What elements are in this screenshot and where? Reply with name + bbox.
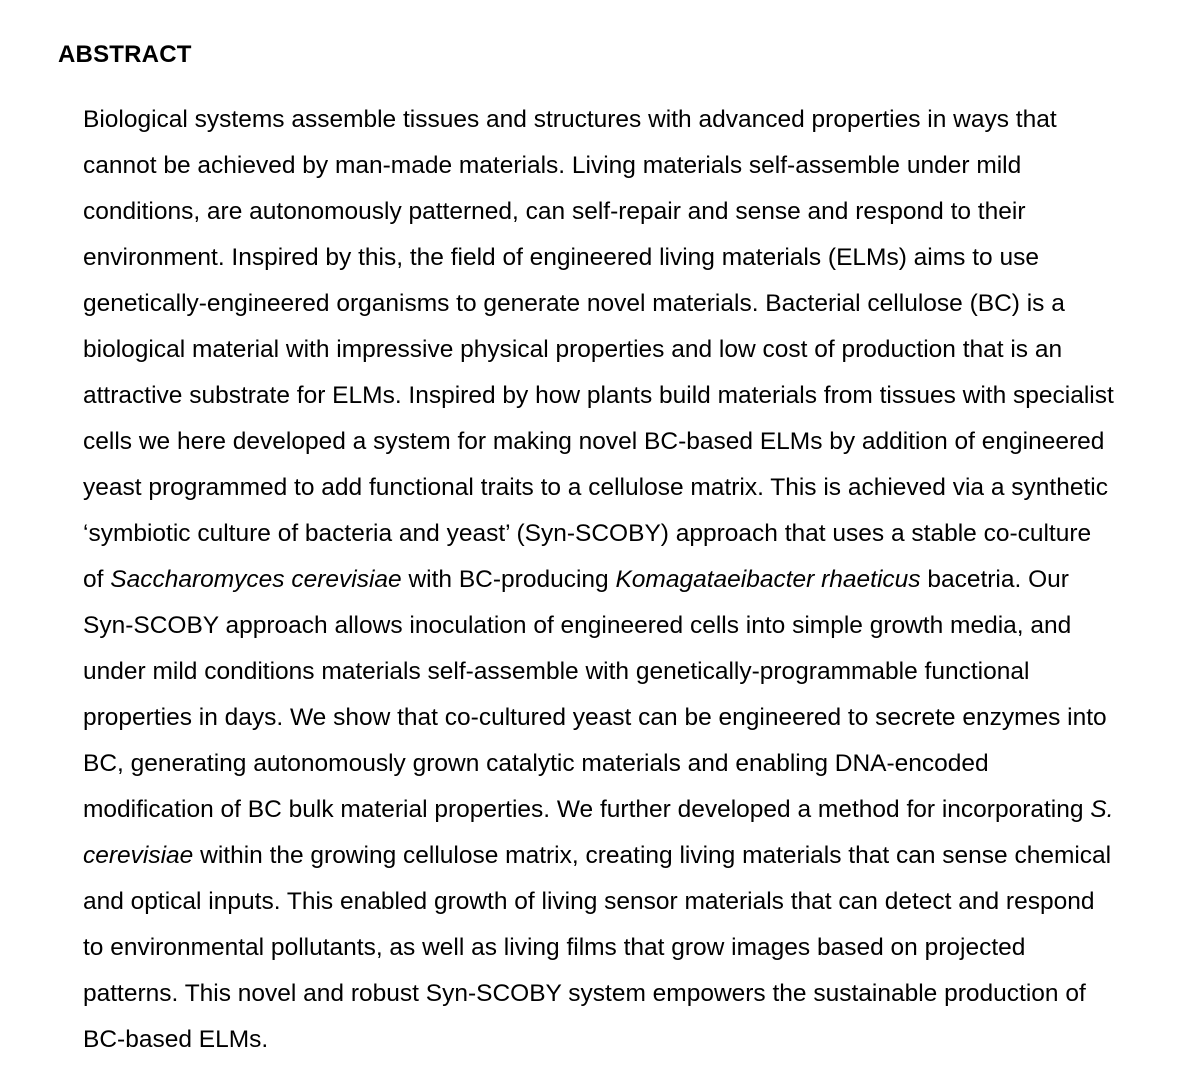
abstract-line-species xyxy=(83,833,1153,879)
abstract-line: biological material with impressive physical properties and low cost of production that is an xyxy=(83,336,1063,363)
abstract-line: to environmental pollutants, as well as living films that grow images based on projected xyxy=(83,934,1026,961)
abstract-body xyxy=(83,97,1153,1063)
abstract-line: patterns. This novel and robust Syn-SCOBY system empowers the sustainable production of xyxy=(83,980,1086,1007)
abstract-line: genetically-engineered organisms to generate novel materials. Bacterial cellulose (BC) is a xyxy=(83,290,1065,317)
abstract-line: under mild conditions materials self-assemble with genetically-programmable functional xyxy=(83,658,1030,685)
abstract-line: attractive substrate for ELMs. Inspired by how plants build materials from tissues with specialist xyxy=(83,382,1114,409)
abstract-line: BC-based ELMs. xyxy=(83,1026,269,1053)
species-name-abbrev: S. xyxy=(1090,796,1114,823)
abstract-text: bacetria. Our xyxy=(920,566,1069,593)
abstract-text: within the growing cellulose matrix, creating living materials that can sense chemical xyxy=(193,842,1112,869)
abstract-line: cannot be achieved by man-made materials. Living materials self-assemble under mild xyxy=(83,152,1022,179)
abstract-text: with BC-producing xyxy=(401,566,616,593)
abstract-line: ‘symbiotic culture of bacteria and yeast’ (Syn-SCOBY) approach that uses a stable co-culture xyxy=(83,520,1092,547)
abstract-line: Biological systems assemble tissues and structures with advanced properties in ways that xyxy=(83,106,1057,133)
abstract-line: cells we here developed a system for making novel BC-based ELMs by addition of engineered xyxy=(83,428,1105,455)
species-name-yeast: Saccharomyces cerevisiae xyxy=(110,566,402,593)
abstract-line: and optical inputs. This enabled growth of living sensor materials that can detect and respond xyxy=(83,888,1095,915)
abstract-text: modification of BC bulk material properties. We further developed a method for incorporating xyxy=(83,796,1091,823)
abstract-line: yeast programmed to add functional traits to a cellulose matrix. This is achieved via a synthetic xyxy=(83,474,1108,501)
abstract-line: Syn-SCOBY approach allows inoculation of engineered cells into simple growth media, and xyxy=(83,612,1072,639)
abstract-line-species xyxy=(83,787,1153,833)
abstract-line: conditions, are autonomously patterned, can self-repair and sense and respond to their xyxy=(83,198,1026,225)
section-heading: ABSTRACT xyxy=(58,41,192,68)
abstract-line-species xyxy=(83,557,1153,603)
abstract-text: of xyxy=(83,566,111,593)
abstract-line: environment. Inspired by this, the field of engineered living materials (ELMs) aims to use xyxy=(83,244,1039,271)
abstract-line: BC, generating autonomously grown catalytic materials and enabling DNA-encoded xyxy=(83,750,989,777)
abstract-line: properties in days. We show that co-cultured yeast can be engineered to secrete enzymes into xyxy=(83,704,1107,731)
species-name-abbrev: cerevisiae xyxy=(83,842,194,869)
species-name-bacteria: Komagataeibacter rhaeticus xyxy=(615,566,921,593)
